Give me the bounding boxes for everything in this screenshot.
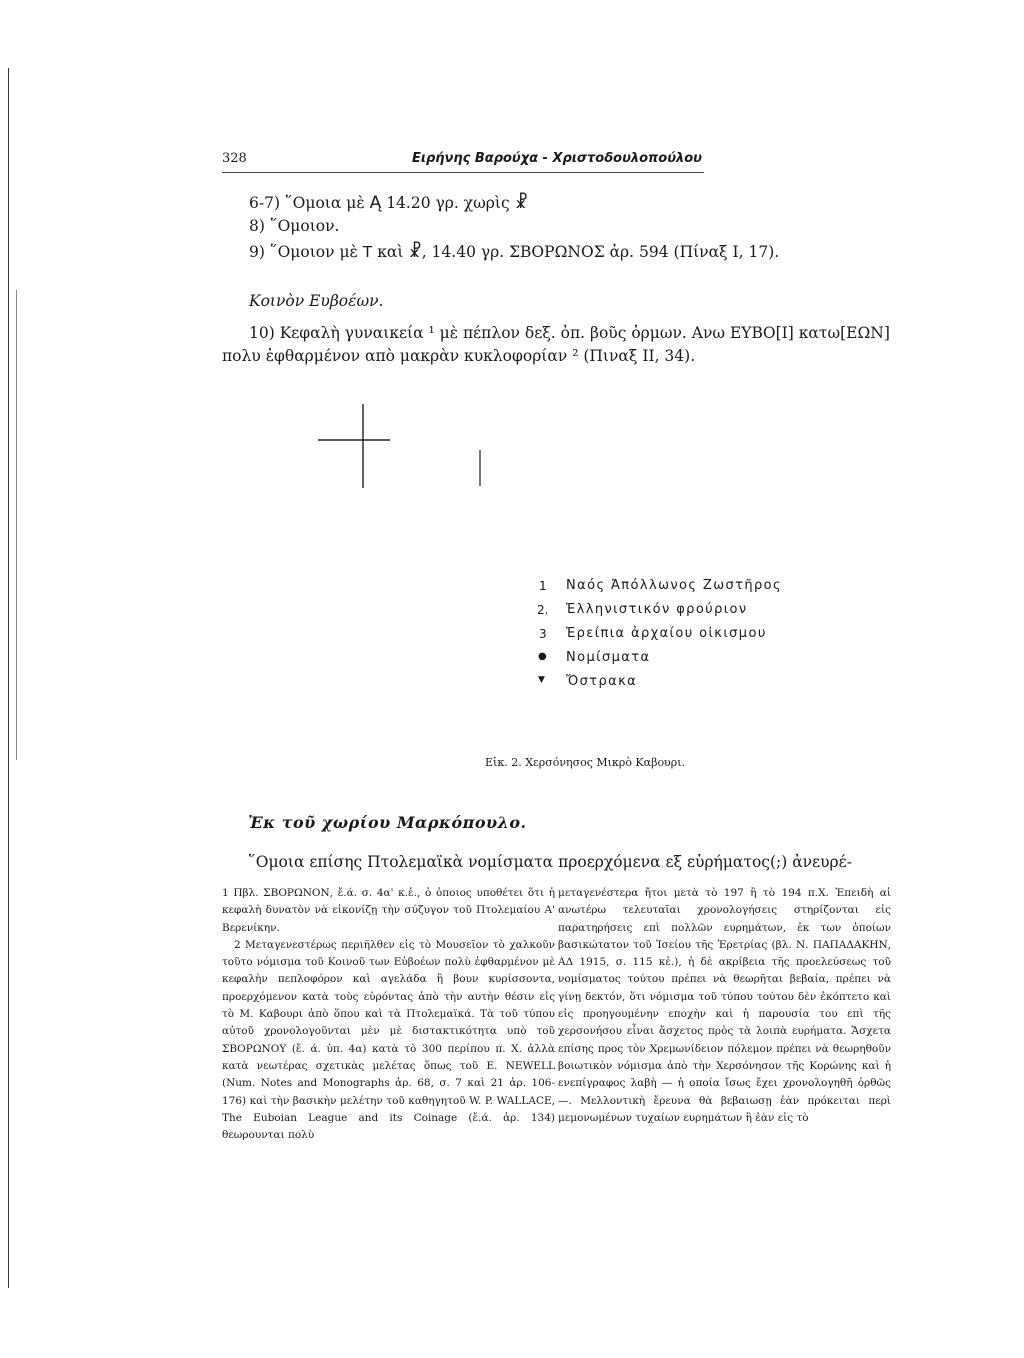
footnote-2: 2 Μεταγενεστέρως περιῆλθεν εἰς τὸ Μουσεῖον τὸ χαλκοῦν τοῦτο νόμισμα τοῦ Κοινοῦ των Εὐβοέων πολὺ ἐφθαρμένον μὲ κεφαλὴν πεπλοφόρον καὶ αγελάδα ἢ βουν κυρίσσοντα, προερχόμενον κατὰ τοὺς εὑρόντας ἀπὸ τὴν αυτὴν θέσιν εἰς τὸ Μ. Καβουρι ἀπὸ ὅπου καὶ τὰ Πτολεμαϊκά. Τὰ τοῦ τύπου αὐτοῦ χρονολογοῦνται μὲν μὲ διστακτικότητα υπὸ τοῦ ΣΒΟΡΩΝΟΥ (ἔ. ά. ὑπ. 4α) κατὰ τὸ 300 περίπου π. Χ. ἀλλὰ κατὰ νεωτέρας σχετικὰς μελέτας ὅπως τοῦ E. NEWELL (Num. Notes and Monographs ἀρ. 68, σ. 7 καὶ 21 ἀρ. 106-176) καὶ τὴν βασικὴν μελέτην τοῦ καθηγητοῦ W. P. WALLACE, The Euboian League and its Coinage (ἔ.ά. ἀρ. 134) θεωρουνται πολὺ (222, 938, 555, 1142)
legend-text-1: Ναός Ἀπόλλωνος Ζωστῆρος (566, 578, 783, 593)
monogram-x-icon: ☧ (514, 193, 528, 213)
page-edge-line-inner (16, 290, 17, 760)
footnote-1: 1 Πβλ. ΣΒΟΡΩΝΟΝ, ἔ.ά. σ. 4α' κ.ἑ., ὁ ὁποιος υποθέτει ὅτι ἡ κεφαλὴ δυνατὸν νὰ εἰκονίζῃ τὴν σύζυγον τοῦ Πτολεμαίου Α' Βερενίκην. (222, 887, 555, 934)
figure-caption: Εἰκ. 2. Χερσόνησος Μικρὸ Καβουρι. (485, 756, 686, 769)
entry-6-7-text-a: 6-7) ῞Ομοια μὲ (249, 194, 365, 212)
legend-text-5: Ὄστρακα (566, 674, 638, 689)
header-rule (222, 172, 704, 173)
running-head: Ειρήνης Βαρούχα - Χριστοδουλοπούλου (412, 151, 702, 166)
body-text-line: ῞Ομοια επίσης Πτολεμαϊκὰ νομίσματα προερχόμενα εξ εὑρήματος(;) ἀνευρέ- (248, 853, 852, 871)
entry-9 (249, 242, 779, 262)
monogram-t-icon: Τ (362, 243, 373, 261)
footnotes-left-column (222, 885, 555, 1144)
monogram-x-icon-2: ☧ (408, 242, 422, 262)
entry-10: 10) Κεφαλὴ γυναικεία ¹ μὲ πέπλον δεξ. ὀπ. βοῦς ὁρμων. Ανω ΕΥΒΟ[Ι] κατω[ΕΩΝ] (249, 324, 890, 342)
entry-8: 8) ῞Ομοιον. (249, 217, 340, 235)
legend-text-4: Νομίσματα (566, 650, 651, 665)
legend-num-1: 1 (539, 579, 547, 593)
entry-9-text-a: 9) ῞Ομοιον μὲ (249, 243, 358, 261)
entry-9-text-c: , 14.40 γρ. ΣΒΟΡΩΝΟΣ ἀρ. 594 (Πίναξ Ι, 17). (421, 243, 780, 261)
page-number: 328 (222, 151, 247, 166)
map-figure (300, 380, 500, 490)
footnote-2-cont: μεταγενέστερα ἤτοι μετὰ τὸ 197 ἢ τὸ 194 π.Χ. Ἐπειδὴ αἱ ανωτέρω τελευταῖαι χρονολογήσεις στηρίζονται εἰς παρατηρήσεις επὶ πολλῶν ευρημάτων, ἐκ των ὁποίων βασικώτατον τοῦ Ἰσείου τῆς Ἐρετρίας (βλ. Ν. ΠΑΠΑΔΑΚΗΝ, ΑΔ 1915, σ. 115 κἑ.), ἡ δὲ ακρίβεια τῆς προελεύσεως τοῦ νομίσματος τούτου πρέπει νὰ θεωρῆται βεβαία, πρέπει νὰ γίνῃ δεκτόν, ὅτι νόμισμα τοῦ τύπου τούτου δὲν ἐκόπτετο καὶ εἰς προηγουμένην εποχὴν καὶ ἡ παρουσία του επὶ τῆς χερσονήσου εἶναι ἄσχετος πρὸς τὰ λοιπὰ ευρήματα. Ἄσχετα επίσης προς τὸν Χρεμωνίδειον πόλεμον πρέπει νὰ θεωρηθοῦν βοιωτικὸν νόμισμα ἀπὸ τὴν Χερσόνησον τῆς Κορώνης καὶ ἡ ενεπίγραφος λαβὴ — ἡ οποία ἴσως ἔχει χρονολογηθῆ ὀρθῶς —. Μελλοντικὴ ἔρευνα θὰ βεβαιωσῃ ἐὰν πρόκειται περὶ μεμονωμένων τυχαίων ευρημάτων ἢ ἐὰν εἰς τὸ (558, 887, 891, 1124)
legend-text-3: Ἐρείπια ἀρχαίου οἰκισμου (566, 626, 767, 641)
monogram-a-icon: Ą (369, 193, 382, 213)
section-subhead: Ἐκ τοῦ χωρίου Μαρκόπουλο. (248, 813, 527, 832)
legend-num-3: 3 (539, 627, 547, 641)
footnotes-right-column (558, 885, 891, 1127)
legend-text-2: Ἑλληνιστικόν φρούριον (566, 602, 748, 617)
sherd-triangle-icon: ▼ (538, 675, 545, 685)
entry-6-7-text-b: 14.20 γρ. χωρὶς (386, 194, 510, 212)
koinon-heading: Κοινὸν Ευβοέων. (249, 292, 384, 310)
legend-num-2: 2. (537, 603, 549, 617)
entry-9-text-b: καὶ (377, 243, 404, 261)
entry-6-7 (249, 193, 528, 213)
entry-10-cont: πολυ ἐφθαρμένον απὸ μακρὰν κυκλοφορίαν ² (Πιναξ ΙΙ, 34). (222, 347, 696, 365)
coin-dot-icon: ● (538, 651, 547, 662)
page-edge-line (8, 68, 9, 1288)
